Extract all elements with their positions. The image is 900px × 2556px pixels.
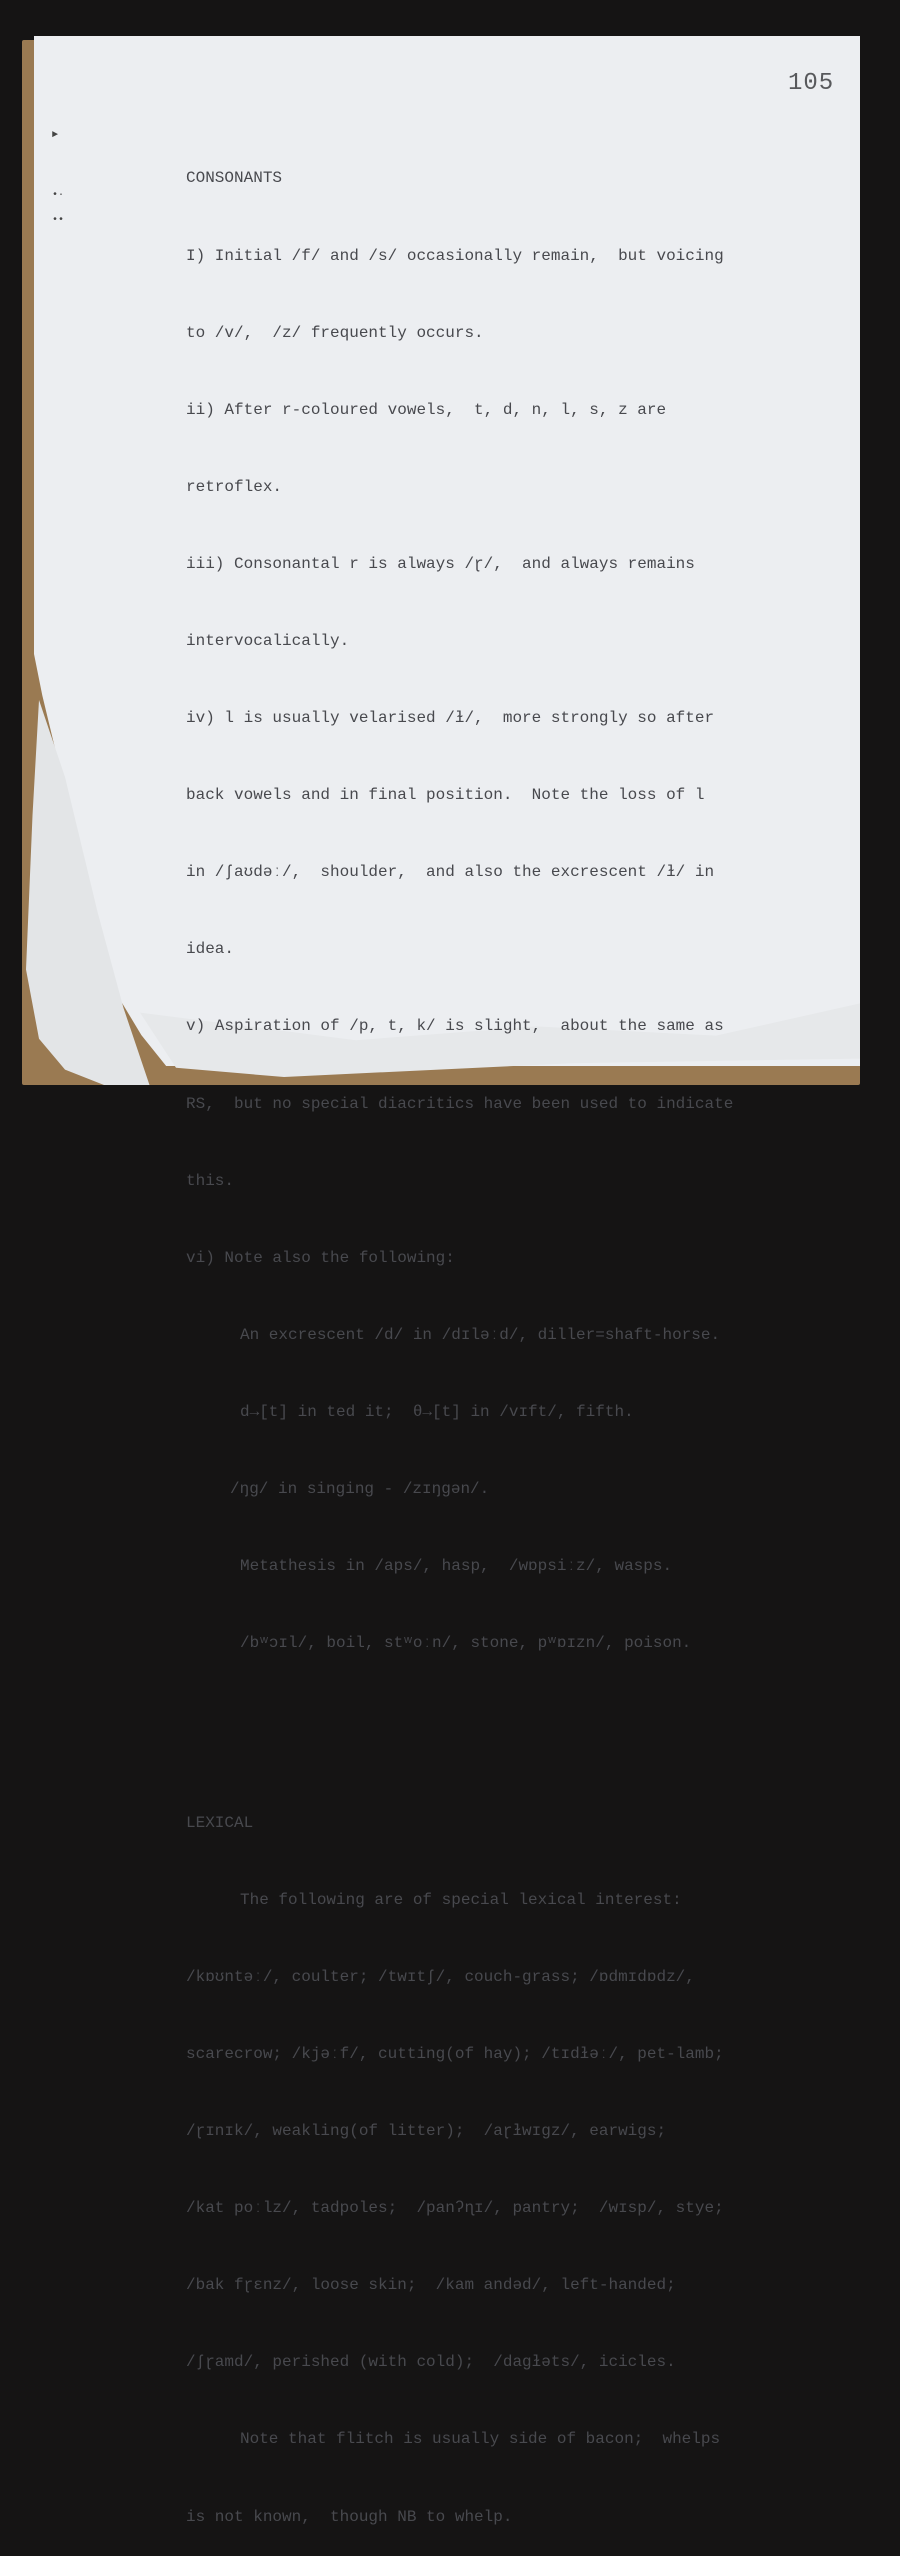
page-number: 105 bbox=[788, 70, 835, 97]
following-line: d→[t] in ted it; θ→[t] in /vɪft/, fifth. bbox=[240, 1402, 634, 1421]
lexical-intro: The following are of special lexical interest: bbox=[240, 1890, 682, 1909]
text-line: this. bbox=[186, 1171, 235, 1190]
lexical-line: scarecrow; /kjəːf/, cutting(of hay); /tɪdɫəː/, pet-lamb; bbox=[186, 2044, 724, 2063]
text-line: intervocalically. bbox=[186, 631, 350, 650]
following-line: /ŋg/ in singing - /zɪŋgən/. bbox=[230, 1480, 490, 1498]
lexical-line: /kat poːlz/, tadpoles; /panʔɳɪ/, pantry; /wɪsp/, stye; bbox=[186, 2199, 724, 2218]
binding-mark: •• bbox=[52, 215, 65, 226]
binding-mark: ► bbox=[52, 130, 59, 141]
text-line: to /v/, /z/ frequently occurs. bbox=[186, 323, 484, 342]
consonants-heading: CONSONANTS bbox=[186, 169, 283, 188]
text-line: idea. bbox=[186, 940, 235, 959]
following-line: An excrescent /d/ in /dɪləːd/, diller=shaft-horse. bbox=[240, 1325, 721, 1344]
text-line: ii) After r-coloured vowels, t, d, n, l, s, z are bbox=[186, 400, 667, 419]
text-line: RS, but no special diacritics have been used to indicate bbox=[186, 1094, 734, 1113]
lexical-line: /kɒʊntəː/, coulter; /twɪtʃ/, couch-grass; /ɒdmɪdɒdz/, bbox=[186, 1967, 695, 1986]
lexical-heading: LEXICAL bbox=[186, 1813, 254, 1832]
text-line: back vowels and in final position. Note the loss of l bbox=[186, 786, 705, 805]
section-gap bbox=[186, 1708, 806, 1759]
note-line: Note that flitch is usually side of bacon; whelps bbox=[240, 2430, 721, 2449]
text-line: I) Initial /f/ and /s/ occasionally remain, but voicing bbox=[186, 246, 724, 265]
text-line: in /ʃaʊdəː/, shoulder, and also the excrescent /ɫ/ in bbox=[186, 863, 715, 882]
following-line: Metathesis in /aps/, hasp, /wɒpsiːz/, wasps. bbox=[240, 1557, 673, 1576]
text-line: retroflex. bbox=[186, 477, 283, 496]
typed-text-body bbox=[186, 115, 806, 2556]
text-line: iv) l is usually velarised /ɫ/, more strongly so after bbox=[186, 709, 715, 728]
binding-mark: •· bbox=[52, 190, 65, 201]
text-line: iii) Consonantal r is always /ɽ/, and always remains bbox=[186, 554, 695, 573]
text-line: v) Aspiration of /p, t, k/ is slight, about the same as bbox=[186, 1017, 724, 1036]
lexical-line: /bak fɽɛnz/, loose skin; /kam andəd/, left-handed; bbox=[186, 2276, 676, 2295]
lexical-line: /ɽɪnɪk/, weakling(of litter); /aɽɫwɪgz/, earwigs; bbox=[186, 2122, 667, 2141]
text-line: vi) Note also the following: bbox=[186, 1248, 455, 1267]
following-line: /bʷɔɪl/, boil, stʷoːn/, stone, pʷɒɪzn/, poison. bbox=[240, 1634, 692, 1653]
lexical-line: /ʃɽamd/, perished (with cold); /dagɫəts/, icicles. bbox=[186, 2353, 676, 2372]
note-line: is not known, though NB to whelp. bbox=[186, 2507, 513, 2526]
